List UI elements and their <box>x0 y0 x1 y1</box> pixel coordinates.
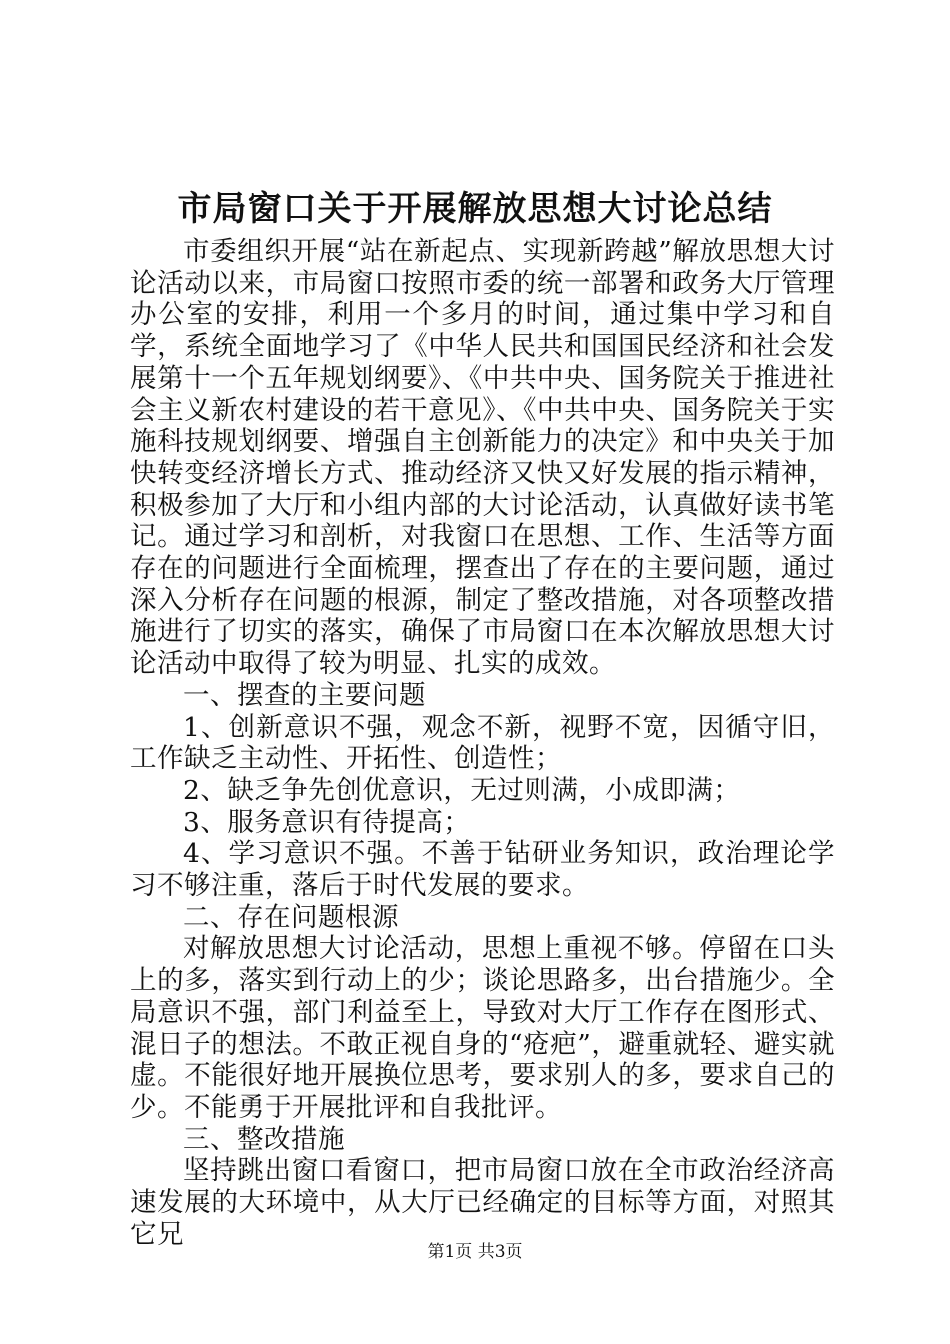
measures-paragraph: 坚持跳出窗口看窗口，把市局窗口放在全市政治经济高速发展的大环境中，从大厅已经确定的目标等方面，对照其它兄 <box>130 1155 835 1250</box>
problem-item-3: 3、服务意识有待提高； <box>183 806 471 838</box>
problem-item-4: 4、学习意识不强。不善于钻研业务知识，政治理论学习不够注重，落后于时代发展的要求。 <box>130 838 835 902</box>
document-title: 市局窗口关于开展解放思想大讨论总结 <box>177 189 773 229</box>
section-heading-measures: 三、整改措施 <box>183 1123 345 1155</box>
root-causes-paragraph: 对解放思想大讨论活动，思想上重视不够。停留在口头上的多，落实到行动上的少；谈论思路多，出台措施少。全局意识不强，部门利益至上，导致对大厅工作存在图形式、混日子的想法。不敢正视自身的“疮疤”，避重就轻、避实就虚。不能很好地开展换位思考，要求别人的多，要求自己的少。不能勇于开展批评和自我批评。 <box>130 933 835 1123</box>
section-heading-root-causes: 二、存在问题根源 <box>183 901 399 933</box>
section-heading-problems: 一、摆查的主要问题 <box>183 679 426 711</box>
intro-paragraph: 市委组织开展“站在新起点、实现新跨越”解放思想大讨论活动以来，市局窗口按照市委的统一部署和政务大厅管理办公室的安排，利用一个多月的时间，通过集中学习和自学，系统全面地学习了《中华人民共和国国民经济和社会发展第十一个五年规划纲要》、《中共中央、国务院关于推进社会主义新农村建设的若干意见》、《中共中央、国务院关于实施科技规划纲要、增强自主创新能力的决定》和中央关于加快转变经济增长方式、推动经济又快又好发展的指示精神，积极参加了大厅和小组内部的大讨论活动，认真做好读书笔记。通过学习和剖析，对我窗口在思想、工作、生活等方面存在的问题进行全面梳理，摆查出了存在的主要问题，通过深入分析存在问题的根源，制定了整改措施，对各项整改措施进行了切实的落实，确保了市局窗口在本次解放思想大讨论活动中取得了较为明显、扎实的成效。 <box>130 236 835 680</box>
document-body <box>130 236 835 1251</box>
problem-item-1: 1、创新意识不强，观念不新，视野不宽，因循守旧，工作缺乏主动性、开拓性、创造性； <box>130 711 835 775</box>
problem-item-2: 2、缺乏争先创优意识，无过则满，小成即满； <box>183 774 741 806</box>
page-footer: 第1页 共3页 <box>427 1242 523 1262</box>
